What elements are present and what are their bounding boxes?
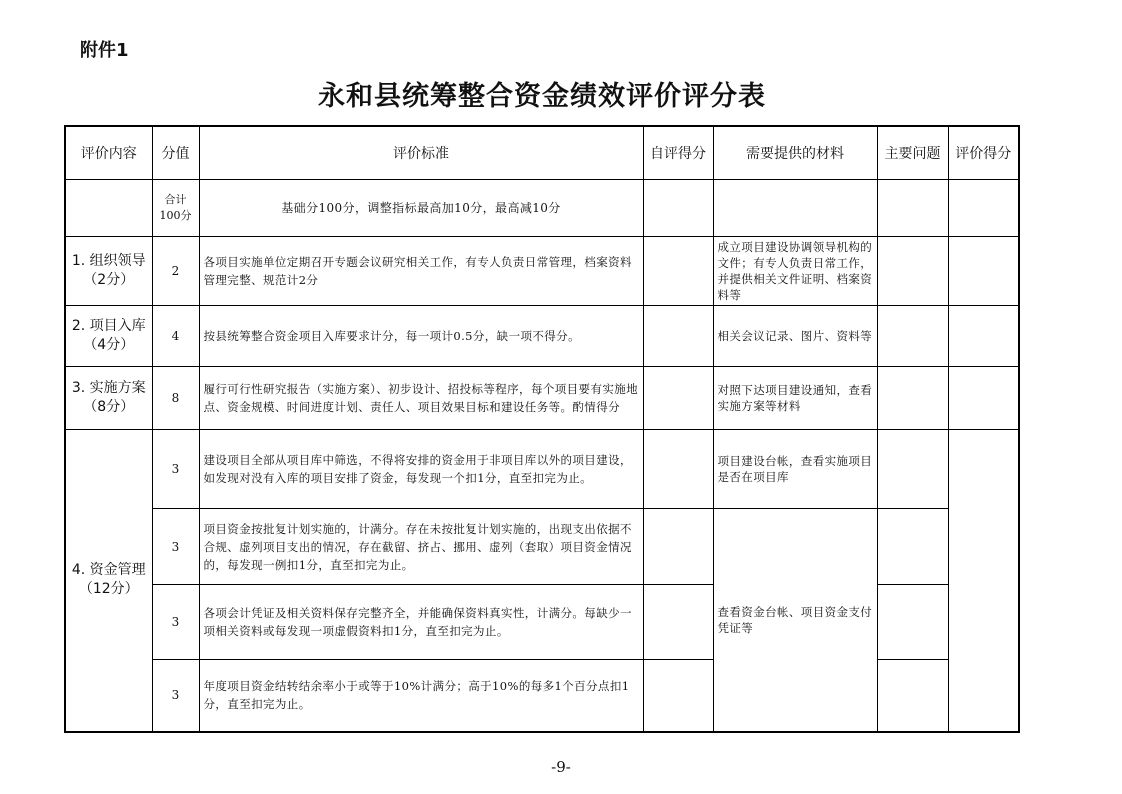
eval-score-cell [948, 306, 1019, 367]
eval-score-cell [948, 367, 1019, 430]
column-header-eval-score: 评价得分 [948, 126, 1019, 180]
issues-cell [877, 237, 948, 306]
column-header-self-score: 自评得分 [643, 126, 713, 180]
standard-cell: 各项会计凭证及相关资料保存完整齐全，并能确保资料真实性，计满分。每缺少一项相关资料或每发现一项虚假资料扣1分，直至扣完为止。 [199, 585, 643, 660]
issues-cell [877, 660, 948, 732]
standard-cell: 履行可行性研究报告（实施方案）、初步设计、招投标等程序，每个项目要有实施地点、资金规模、时间进度计划、责任人、项目效果目标和建设任务等。酌情得分 [199, 367, 643, 430]
table-row [65, 367, 1019, 430]
table-row [65, 237, 1019, 306]
issues-cell [877, 180, 948, 237]
self-score-cell [643, 430, 713, 509]
issues-cell [877, 585, 948, 660]
score-cell: 4 [152, 306, 199, 367]
total-score: 合计100分 [152, 180, 199, 237]
column-header-content: 评价内容 [65, 126, 152, 180]
materials-cell: 成立项目建设协调领导机构的文件；有专人负责日常工作，并提供相关文件证明、档案资料等 [713, 237, 877, 306]
table-row [65, 430, 1019, 509]
category-cell: 4. 资金管理（12分） [65, 430, 152, 732]
score-cell: 3 [152, 585, 199, 660]
materials-cell: 对照下达项目建设通知，查看实施方案等材料 [713, 367, 877, 430]
column-header-standard: 评价标准 [199, 126, 643, 180]
category-cell: 1. 组织领导（2分） [65, 237, 152, 306]
standard-cell: 建设项目全部从项目库中筛选，不得将安排的资金用于非项目库以外的项目建设，如发现对没有入库的项目安排了资金，每发现一个扣1分，直至扣完为止。 [199, 430, 643, 509]
self-score-cell [643, 180, 713, 237]
standard-cell: 年度项目资金结转结余率小于或等于10%计满分；高于10%的每多1个百分点扣1分，直至扣完为止。 [199, 660, 643, 732]
score-cell: 3 [152, 430, 199, 509]
eval-score-cell [948, 180, 1019, 237]
issues-cell [877, 509, 948, 585]
page-title: 永和县统筹整合资金绩效评价评分表 [318, 81, 766, 112]
eval-score-cell [948, 430, 1019, 732]
issues-cell [877, 367, 948, 430]
self-score-cell [643, 237, 713, 306]
materials-cell: 项目建设台帐，查看实施项目是否在项目库 [713, 430, 877, 509]
page-number: -9- [551, 758, 571, 776]
category-cell: 3. 实施方案（8分） [65, 367, 152, 430]
table-row [65, 509, 1019, 585]
issues-cell [877, 430, 948, 509]
issues-cell [877, 306, 948, 367]
materials-cell: 相关会议记录、图片、资料等 [713, 306, 877, 367]
self-score-cell [643, 509, 713, 585]
standard-cell: 各项目实施单位定期召开专题会议研究相关工作，有专人负责日常管理，档案资料管理完整、规范计2分 [199, 237, 643, 306]
score-cell: 3 [152, 660, 199, 732]
total-category-cell [65, 180, 152, 237]
self-score-cell [643, 660, 713, 732]
score-cell: 3 [152, 509, 199, 585]
evaluation-score-table [64, 125, 1020, 733]
score-cell: 8 [152, 367, 199, 430]
standard-cell: 按县统筹整合资金项目入库要求计分，每一项计0.5分，缺一项不得分。 [199, 306, 643, 367]
table-row [65, 306, 1019, 367]
column-header-score: 分值 [152, 126, 199, 180]
category-cell: 2. 项目入库（4分） [65, 306, 152, 367]
materials-cell: 查看资金台帐、项目资金支付凭证等 [713, 509, 877, 732]
self-score-cell [643, 306, 713, 367]
column-header-issues: 主要问题 [877, 126, 948, 180]
attachment-label: 附件1 [80, 40, 129, 61]
total-standard: 基础分100分，调整指标最高加10分，最高减10分 [199, 180, 643, 237]
materials-cell [713, 180, 877, 237]
header-row [65, 126, 1019, 180]
score-cell: 2 [152, 237, 199, 306]
standard-cell: 项目资金按批复计划实施的，计满分。存在未按批复计划实施的，出现支出依据不合规、虚列项目支出的情况，存在截留、挤占、挪用、虚列（套取）项目资金情况的，每发现一例扣1分，直至扣完为止。 [199, 509, 643, 585]
self-score-cell [643, 367, 713, 430]
column-header-materials: 需要提供的材料 [713, 126, 877, 180]
total-row [65, 180, 1019, 237]
self-score-cell [643, 585, 713, 660]
eval-score-cell [948, 237, 1019, 306]
